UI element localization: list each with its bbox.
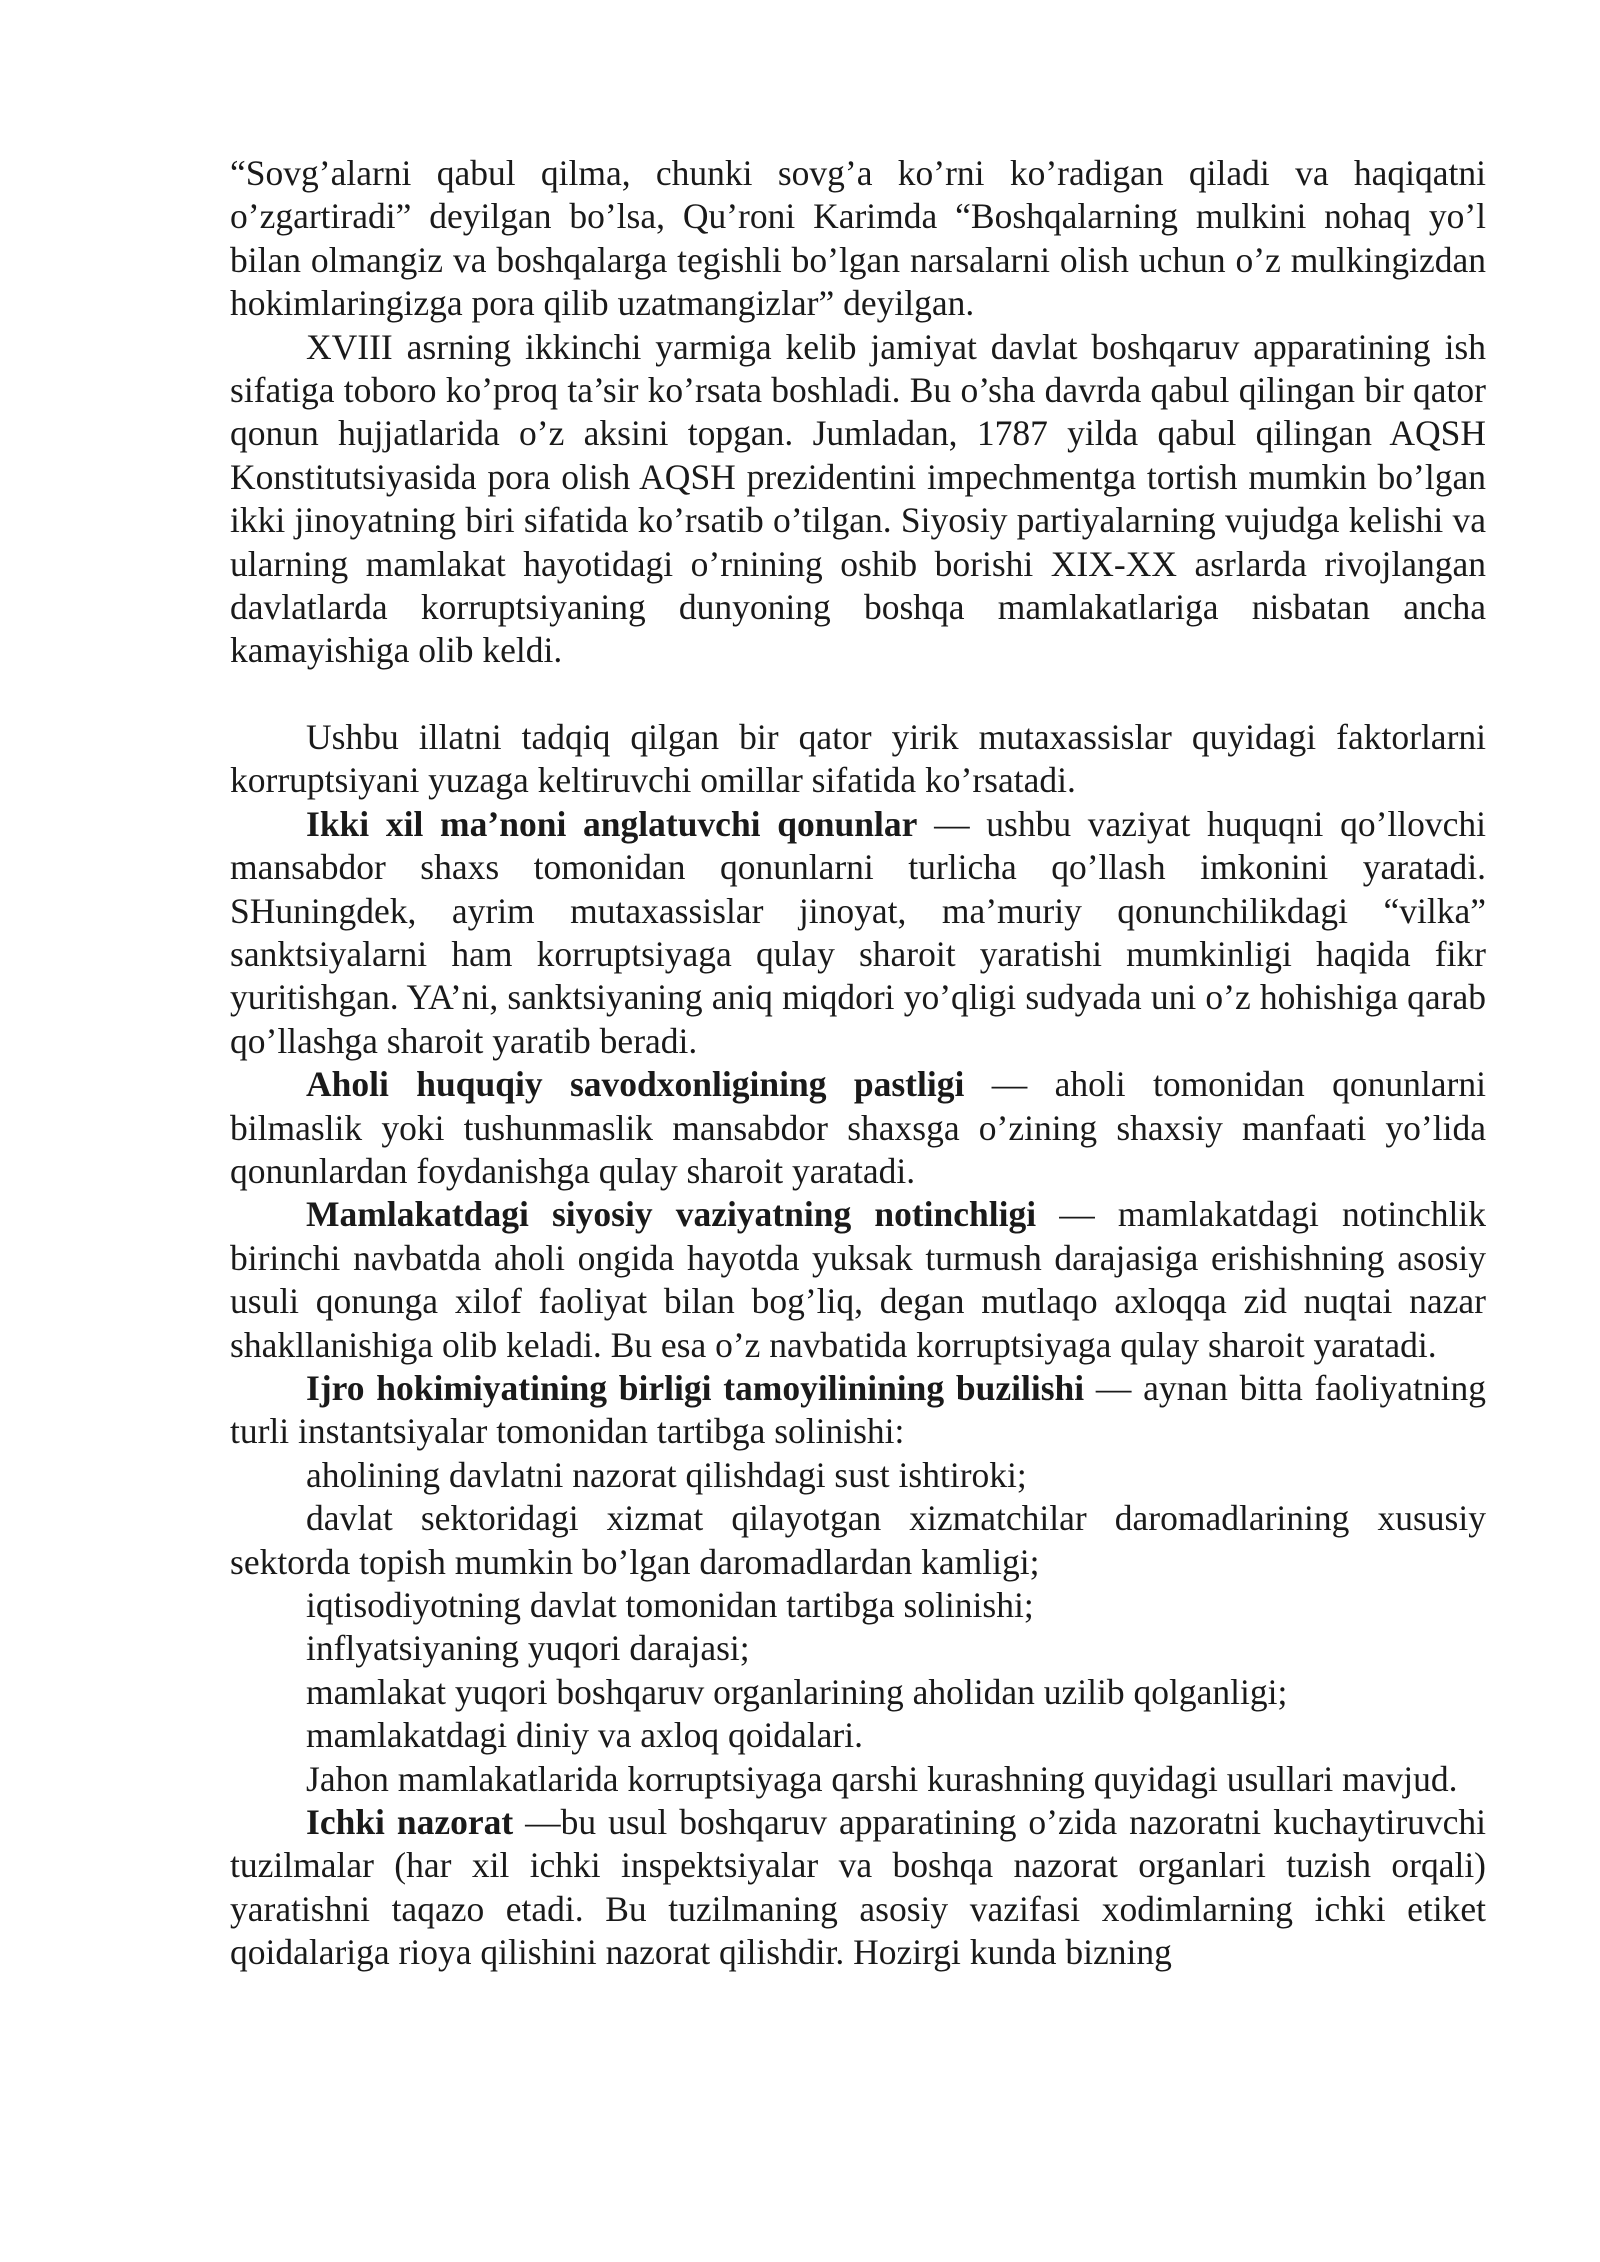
list-item-1 (230, 1454, 1486, 1497)
paragraph-text: — mamlakatdagi notinchlik birinchi navbatda aholi ongida hayotda yuksak turmush darajasiga erishishning asosiy usuli qonunga xilof faoliyat bilan bog’liq, degan mutlaqo axloqqa zid nuqtai nazar shakllanishiga olib keladi. Bu esa o’z navbatida korruptsiyaga qulay sharoit yaratadi. (230, 1194, 1486, 1365)
paragraph-text: — ushbu vaziyat huquqni qo’llovchi mansabdor shaxs tomonidan qonunlarni turlicha qo’llash imkonini yaratadi. SHuningdek, ayrim mutaxassislar jinoyat, ma’muriy qonunchilikdagi “vilka” sanktsiyalarni ham korruptsiyaga qulay sharoit yaratishi mumkinligi haqida fikr yuritishgan. YA’ni, sanktsiyaning aniq miqdori yo’qligi sudyada uni o’z hohishiga qarab qo’llashga sharoit yaratib beradi. (230, 803, 1487, 1061)
paragraph-text: aholining davlatni nazorat qilishdagi sust ishtiroki; (306, 1454, 1027, 1495)
paragraph-9 (230, 1801, 1486, 1975)
bold-term: Mamlakatdagi siyosiy vaziyatning notinchligi (306, 1194, 1037, 1235)
document-page (230, 152, 1486, 1975)
paragraph-text: iqtisodiyotning davlat tomonidan tartibga solinishi; (306, 1585, 1034, 1625)
paragraph-text: davlat sektoridagi xizmat qilayotgan xizmatchilar daromadlarining xususiy sektorda topish mumkin bo’lgan daromadlardan kamligi; (230, 1498, 1486, 1582)
paragraph-2 (230, 326, 1486, 673)
paragraph-text: Jahon mamlakatlarida korruptsiyaga qarshi kurashning quyidagi usullari mavjud. (306, 1758, 1458, 1799)
paragraph-text: Ushbu illatni tadqiq qilgan bir qator yirik mutaxassislar quyidagi faktorlarni korruptsiyani yuzaga keltiruvchi omillar sifatida ko’rsatadi. (230, 716, 1486, 801)
bold-term: Aholi huquqiy savodxonligining pastligi (306, 1064, 965, 1105)
paragraph-1 (230, 152, 1486, 326)
paragraph-text: —bu usul boshqaruv apparatining o’zida nazoratni kuchaytiruvchi tuzilmalar (har xil ichki inspektsiyalar va boshqa nazorat organlari tuzish orqali) yaratishni taqazo etadi. Bu tuzilmaning asosiy vazifasi xodimlarning ichki etiket qoidalariga rioya qilishini nazorat qilishdir. Hozirgi kunda bizning (230, 1802, 1487, 1973)
paragraph-text: mamlakat yuqori boshqaruv organlarining aholidan uzilib qolganligi; (306, 1671, 1288, 1712)
paragraph-3 (230, 716, 1486, 803)
list-item-6 (230, 1714, 1486, 1757)
list-item-5 (230, 1671, 1486, 1714)
list-item-2 (230, 1497, 1486, 1584)
paragraph-text: — aholi tomonidan qonunlarni bilmaslik yoki tushunmaslik mansabdor shaxsga o’zining shaxsiy manfaati yo’lida qonunlardan foydanishga qulay sharoit yaratadi. (230, 1064, 1486, 1191)
paragraph-text: XVIII asrning ikkinchi yarmiga kelib jamiyat davlat boshqaruv apparatining ish sifatiga toboro ko’proq ta’sir ko’rsata boshladi. Bu o’sha davrda qabul qilingan bir qator qonun hujjatlarida o’z aksini topgan. Jumladan, 1787 yilda qabul qilingan AQSH Konstitutsiyasida pora olish AQSH prezidentini impechmentga tortish mumkin bo’lgan ikki jinoyatning biri sifatida ko’rsatib o’tilgan. Siyosiy partiyalarning vujudga kelishi va ularning mamlakat hayotidagi o’rnining oshib borishi XIX-XX asrlarda rivojlangan davlatlarda korruptsiyaning dunyoning boshqa mamlakatlariga nisbatan ancha kamayishiga olib keldi. (230, 326, 1486, 671)
bold-term: Ichki nazorat (306, 1802, 514, 1843)
paragraph-6 (230, 1193, 1486, 1367)
list-item-3 (230, 1584, 1486, 1627)
paragraph-4 (230, 803, 1486, 1063)
paragraph-text: — aynan bitta faoliyatning turli instantsiyalar tomonidan tartibga solinishi: (230, 1367, 1486, 1452)
list-item-4 (230, 1627, 1486, 1670)
paragraph-text: inflyatsiyaning yuqori darajasi; (306, 1628, 750, 1669)
paragraph-text: mamlakatdagi diniy va axloq qoidalari. (306, 1715, 863, 1756)
paragraph-5 (230, 1063, 1486, 1193)
bold-term: Ijro hokimiyatining birligi tamoyilinining buzilishi (306, 1367, 1085, 1408)
paragraph-8 (230, 1758, 1486, 1801)
paragraph-7 (230, 1367, 1486, 1454)
bold-term: Ikki xil ma’noni anglatuvchi qonunlar (306, 803, 918, 844)
paragraph-text: “Sovg’alarni qabul qilma, chunki sovg’a ko’rni ko’radigan qiladi va haqiqatni o’zgartiradi” deyilgan bo’lsa, Qu’roni Karimda “Boshqalarning mulkini nohaq yo’l bilan olmangiz va boshqalarga tegishli bo’lgan narsalarni olish uchun o’z mulkingizdan hokimlaringizga pora qilib uzatmangizlar” deyilgan. (230, 153, 1486, 324)
